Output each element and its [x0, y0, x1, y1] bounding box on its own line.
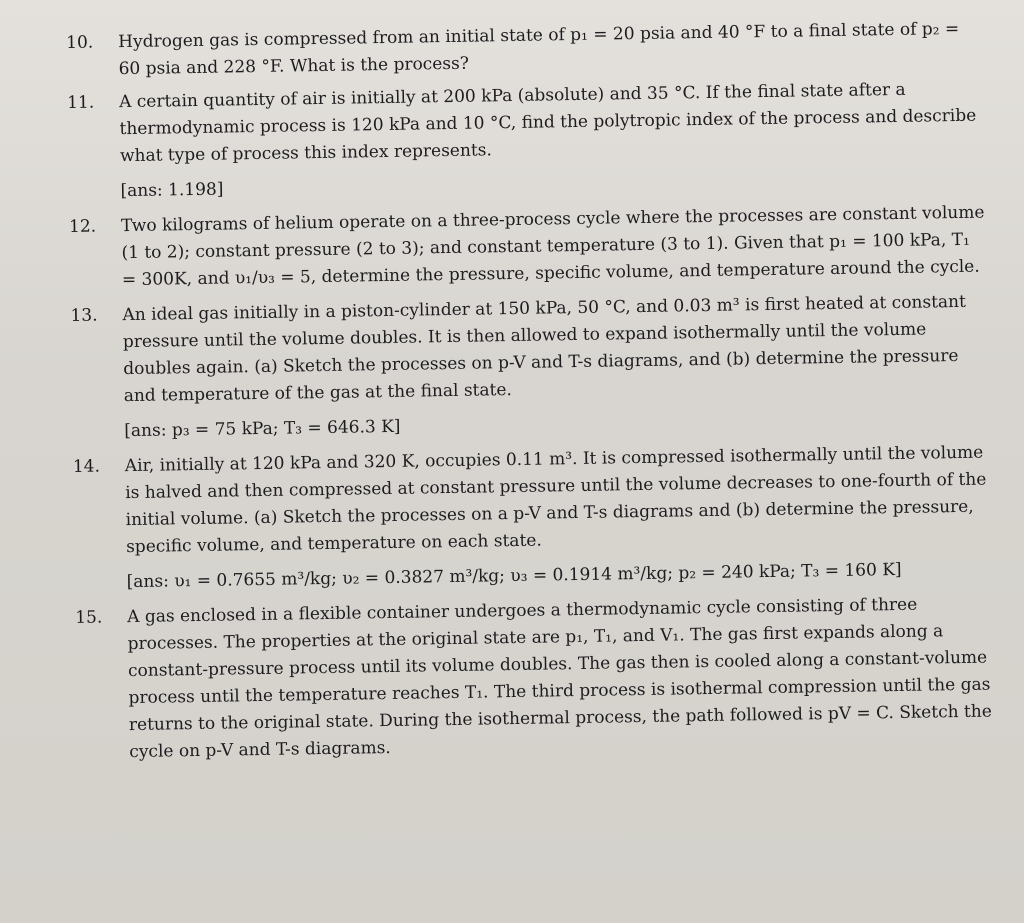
problem-text: Hydrogen gas is compressed from an initial state of p₁ = 20 psia and 40 °F to a final state of p₂ = 60 psia and 228 °F. What is the process?: [118, 18, 960, 80]
problem-text: A certain quantity of air is initially at 200 kPa (absolute) and 35 °C. If the final state after a thermodynamic process is 120 kPa and 10 °C, find the polytropic index of the process and describe what type of process this index represents.: [118, 79, 977, 167]
problem-10: [66, 16, 987, 84]
problem-number: 12.: [68, 216, 97, 237]
problem-11-answer: [ans: 1.198]: [120, 179, 224, 202]
problem-15: [75, 590, 997, 766]
problem-number: 11.: [66, 92, 95, 113]
problem-14-answer: [ans: υ₁ = 0.7655 m³/kg; υ₂ = 0.3827 m³/kg; υ₃ = 0.1914 m³/kg; p₂ = 240 kPa; T₃ = 160 K]: [126, 559, 902, 593]
problem-number: 13.: [70, 305, 98, 326]
problem-list: [66, 16, 998, 775]
problem-14: [73, 439, 995, 561]
problem-text: An ideal gas initially in a piston-cylinder at 150 kPa, 50 °C, and 0.03 m³ is first heated at constant pressure until the volume doubles. It is then allowed to expand isothermally until the volume doubles again. (a) Sketch the processes on p-V and T-s diagrams, and (b) determine the pressure and temperature of the gas at the final state.: [122, 291, 967, 407]
problem-text: Air, initially at 120 kPa and 320 K, occupies 0.11 m³. It is compressed isothermally until the volume is halved and then compressed at constant pressure until the volume decreases to one-fourth of the initial volume. (a) Sketch the processes on a p-V and T-s diagrams and (b) determine the pressure, specific volume, and temperature on each state.: [124, 442, 987, 558]
problem-13-answer: [ans: p₃ = 75 kPa; T₃ = 646.3 K]: [124, 416, 401, 442]
problem-text: A gas enclosed in a flexible container undergoes a thermodynamic cycle consisting of three processes. The properties at the original state are p₁, T₁, and V₁. The gas first expands along a constant-pressure process until its volume doubles. The gas then is cooled along a constant-volume process until the temperature reaches T₁. The third process is isothermal compression until the gas returns to the original state. During the isothermal process, the path followed is pV = C. Sketch the cycle on p-V and T-s diagrams.: [127, 594, 992, 763]
problem-13: [70, 289, 992, 411]
problem-number: 14.: [72, 456, 101, 477]
problem-12: [69, 200, 990, 295]
problem-11: [67, 76, 988, 171]
problem-number: 10.: [66, 32, 94, 53]
problem-number: 15.: [75, 607, 103, 628]
problem-text: Two kilograms of helium operate on a three-process cycle where the processes are constant volume (1 to 2); constant pressure (2 to 3); and constant temperature (3 to 1). Given that p₁ = 100 kPa, T₁ = 300K, and υ₁/υ₃ = 5, determine the pressure, specific volume, and temperature around the cycle.: [120, 202, 985, 291]
